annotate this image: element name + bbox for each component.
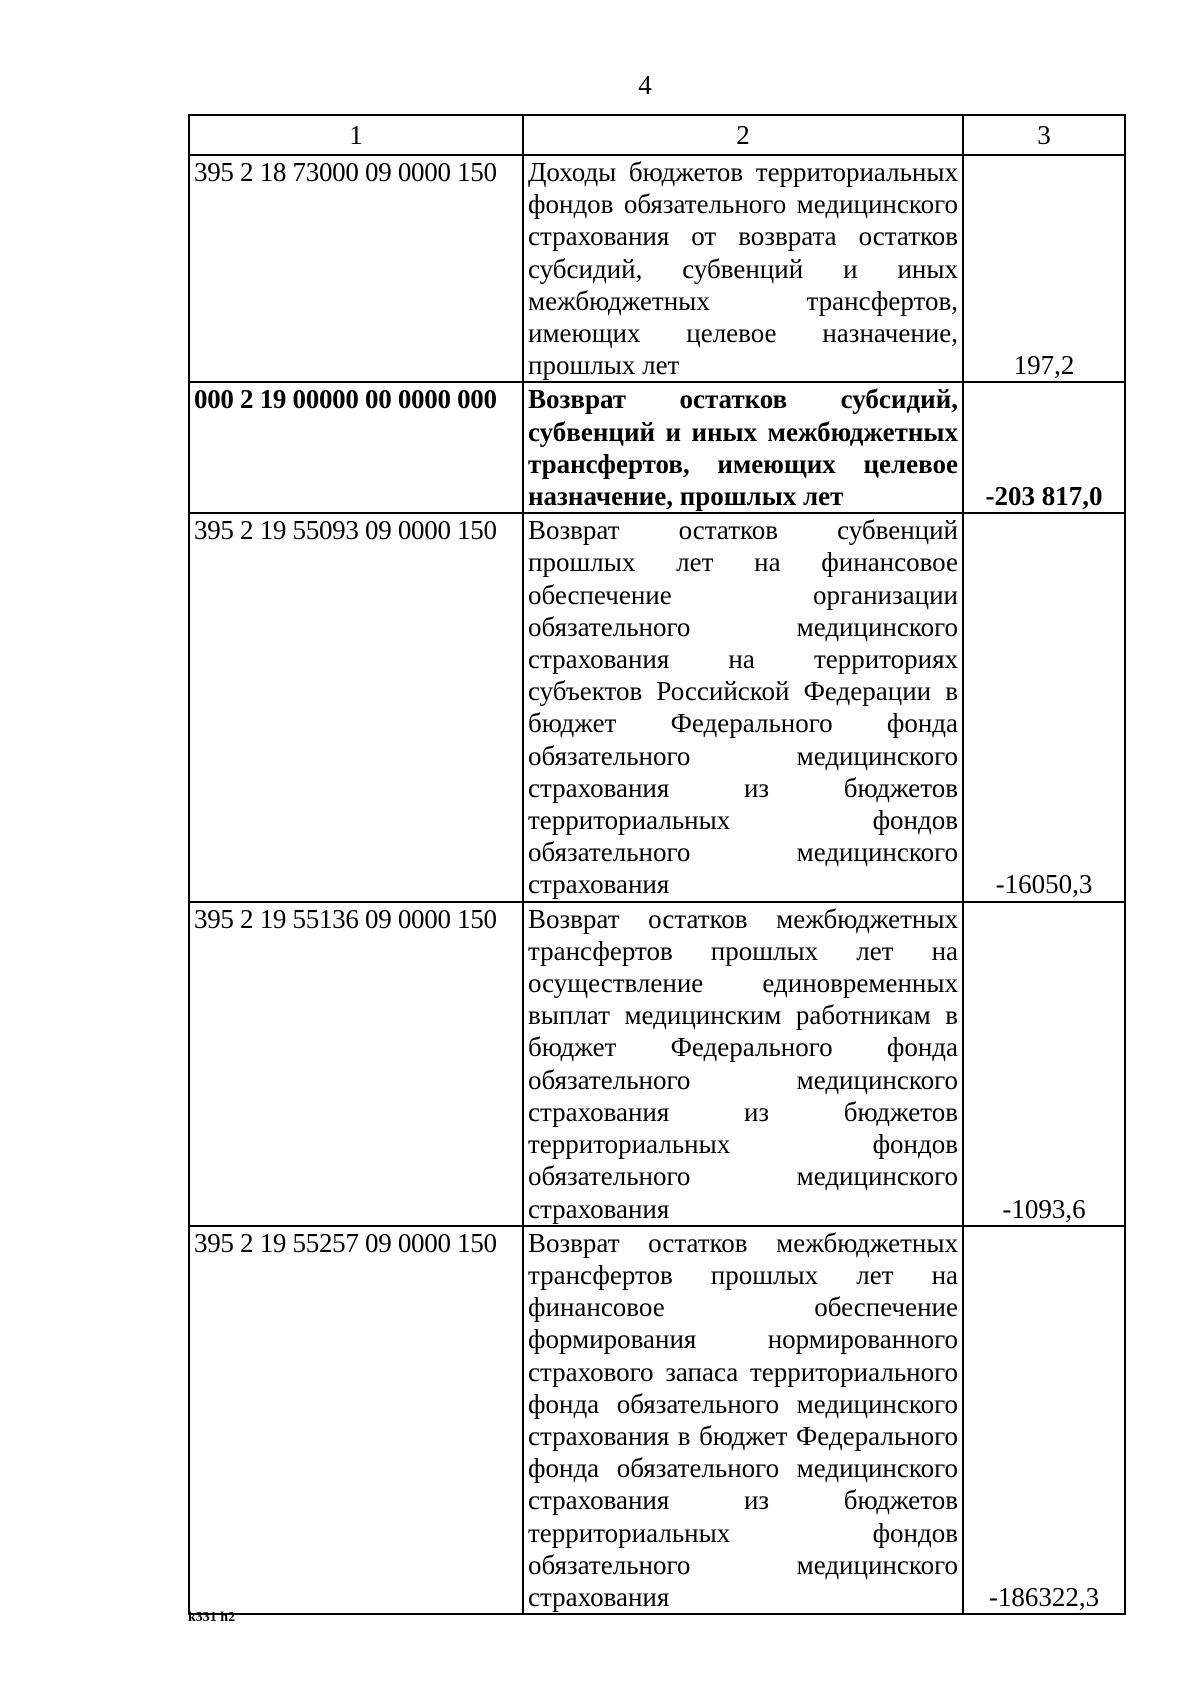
column-header-1: 1 xyxy=(189,115,523,155)
column-header-2: 2 xyxy=(523,115,963,155)
income-name: Возврат остатков межбюджетных трансфертов прошлых лет на осуществление единовременных выплат медицинским работникам в бюджет Федерального фонда обязательного медицинского страхования из бюджетов территориальных фондов обязательного медицинского страхования xyxy=(523,902,963,1226)
amount-value: 197,2 xyxy=(963,155,1125,382)
table-row xyxy=(189,1226,1125,1614)
column-header-3: 3 xyxy=(963,115,1125,155)
table-row xyxy=(189,513,1125,901)
table-row xyxy=(189,155,1125,382)
page-number: 4 xyxy=(638,70,652,100)
income-name: Доходы бюджетов территориальных фондов обязательного медицинского страхования от возврата остатков субсидий, субвенций и иных межбюджетных трансфертов, имеющих целевое назначение, прошлых лет xyxy=(523,155,963,382)
budget-code: 000 2 19 00000 00 0000 000 xyxy=(189,382,523,513)
budget-code: 395 2 19 55136 09 0000 150 xyxy=(189,902,523,1226)
budget-code: 395 2 19 55093 09 0000 150 xyxy=(189,513,523,901)
amount-value: -203 817,0 xyxy=(963,382,1125,513)
budget-code: 395 2 19 55257 09 0000 150 xyxy=(189,1226,523,1614)
amount-value: -16050,3 xyxy=(963,513,1125,901)
income-name: Возврат остатков межбюджетных трансфертов прошлых лет на финансовое обеспечение формирования нормированного страхового запаса территориального фонда обязательного медицинского страхования в бюджет Федерального фонда обязательного медицинского страхования из бюджетов территориальных фондов обязательного медицинского страхования xyxy=(523,1226,963,1614)
budget-code: 395 2 18 73000 09 0000 150 xyxy=(189,155,523,382)
table-row-subtotal xyxy=(189,382,1125,513)
table-header-row xyxy=(189,115,1125,155)
amount-value: -1093,6 xyxy=(963,902,1125,1226)
document-footer-code: k331 h2 xyxy=(188,1610,236,1625)
income-name: Возврат остатков субсидий, субвенций и иных межбюджетных трансфертов, имеющих целевое назначение, прошлых лет xyxy=(523,382,963,513)
amount-value: -186322,3 xyxy=(963,1226,1125,1614)
table-row xyxy=(189,902,1125,1226)
budget-table xyxy=(188,114,1126,1615)
income-name: Возврат остатков субвенций прошлых лет на финансовое обеспечение организации обязательного медицинского страхования на территориях субъектов Российской Федерации в бюджет Федерального фонда обязательного медицинского страхования из бюджетов территориальных фондов обязательного медицинского страхования xyxy=(523,513,963,901)
